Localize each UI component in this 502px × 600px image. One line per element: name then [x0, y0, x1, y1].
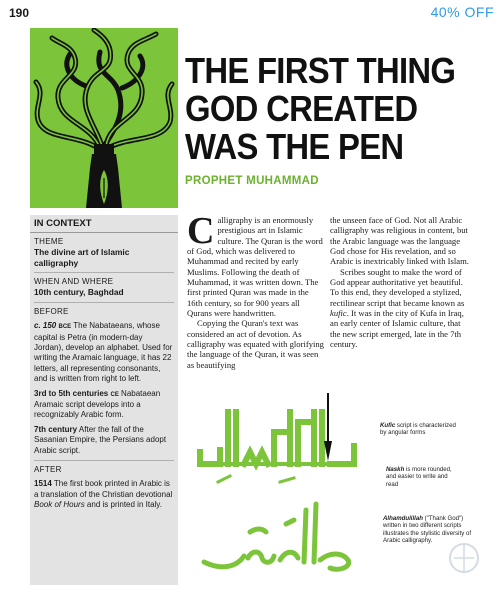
entry-date: 3rd to 5th centuries: [34, 388, 109, 398]
divider: [34, 272, 174, 273]
page-number: 190: [9, 6, 30, 20]
entry-date: 7th century: [34, 424, 78, 434]
entry-date: c. 150: [34, 321, 57, 331]
inkwell-illustration: [30, 28, 178, 208]
theme-value: The divine art of Islamic calligraphy: [34, 247, 130, 268]
quote-attribution: PROPHET MUHAMMAD: [185, 175, 319, 187]
body-column-2: [330, 215, 472, 349]
caption-term: Kufic: [380, 422, 396, 429]
after-label: AFTER: [34, 464, 62, 474]
body-text: . It was in the city of Kufa in Iraq, an early center of Islamic culture, that the new script emerged, late in the 7th century.: [330, 308, 464, 350]
in-context-panel: [30, 215, 178, 585]
entry-text: After the fall of the Sasanian Empire, the Persians adopt Arabic script.: [34, 424, 167, 455]
headline-line-1: THE FIRST THING: [185, 50, 456, 91]
pen-nib-icon: [318, 393, 340, 463]
before-entry: [34, 425, 174, 456]
book-title: Book of Hours: [34, 500, 85, 509]
entry-text: Nabataean Aramaic script develops into a recognizably Arabic form.: [34, 388, 161, 420]
drop-cap: C: [187, 210, 215, 252]
body-paragraph: the unseen face of God. Not all Arabic calligraphy was religious in content, but the Arabic language was the language God chose for His revelation, and so Arabic is inextricably linked with Islam.: [330, 215, 469, 267]
body-paragraph: alligraphy is an enormously prestigious art in Islamic culture. The Quran is the word of God, which was delivered to Muhammad and recited by early Muslims. Following the death of Muhammad, it was written down. The first printed Quran was made in the 16th century, so for 900 years all Qurans were handwritten.: [187, 215, 323, 319]
after-entry: [34, 479, 174, 510]
caption-text: ("Thank God") written in two different scripts illustrates the stylistic diversity of Arabic calligraphy.: [383, 515, 472, 545]
headline: [185, 52, 466, 166]
calligraphy-illustration: [190, 392, 380, 592]
headline-line-3: WAS THE PEN: [185, 126, 404, 167]
theme-label: THEME: [34, 237, 64, 246]
body-paragraph: Copying the Quran's text was considered an act of devotion. As calligraphy was equated with glorifying the language of the Quran, it was seen as beautifying: [187, 318, 324, 370]
caption-term: Alhamdulillah: [383, 515, 423, 522]
divider: [34, 302, 174, 303]
naskh-caption: [386, 466, 456, 488]
discount-badge: 40% OFF: [430, 4, 494, 20]
body-column-1: [187, 210, 325, 370]
before-label: BEFORE: [34, 306, 69, 316]
body-paragraph: [330, 267, 472, 350]
caption-text: script is characterized by angular forms: [380, 422, 456, 437]
naskh-calligraphy: [204, 504, 349, 569]
before-entry: [34, 321, 174, 384]
in-context-heading: IN CONTEXT: [30, 215, 178, 233]
entry-text: The Nabataeans, whose capital is Petra (in modern-day Jordan), develop an alphabet. Used for writing the Aramaic language, it has 22 letters, all representing consonants, and is written from right to left.: [34, 321, 173, 384]
divider: [34, 460, 174, 461]
headline-line-2: GOD CREATED: [185, 88, 418, 129]
entry-era: CE: [110, 391, 119, 398]
entry-date: 1514: [34, 479, 52, 489]
when-label: WHEN AND WHERE: [34, 277, 114, 287]
body-text: Scribes sought to make the word of God appear authoritative yet beautiful. To this end, they developed a stylized, rectilinear script that became known as: [330, 266, 465, 308]
entry-text: The first book printed in Arabic is a translation of the Christian devotional: [34, 479, 173, 499]
entry-era: BCE: [58, 324, 72, 331]
watermark-logo: [436, 536, 492, 596]
before-entry: [34, 389, 174, 421]
caption-text: is more rounded, and easier to write and read: [386, 466, 452, 488]
entry-text: and is printed in Italy.: [84, 500, 162, 509]
kufic-caption: [380, 422, 458, 437]
caption-term: Naskh: [386, 466, 405, 473]
body-term: kufic: [330, 308, 347, 319]
when-value: 10th century, Baghdad: [34, 287, 124, 298]
